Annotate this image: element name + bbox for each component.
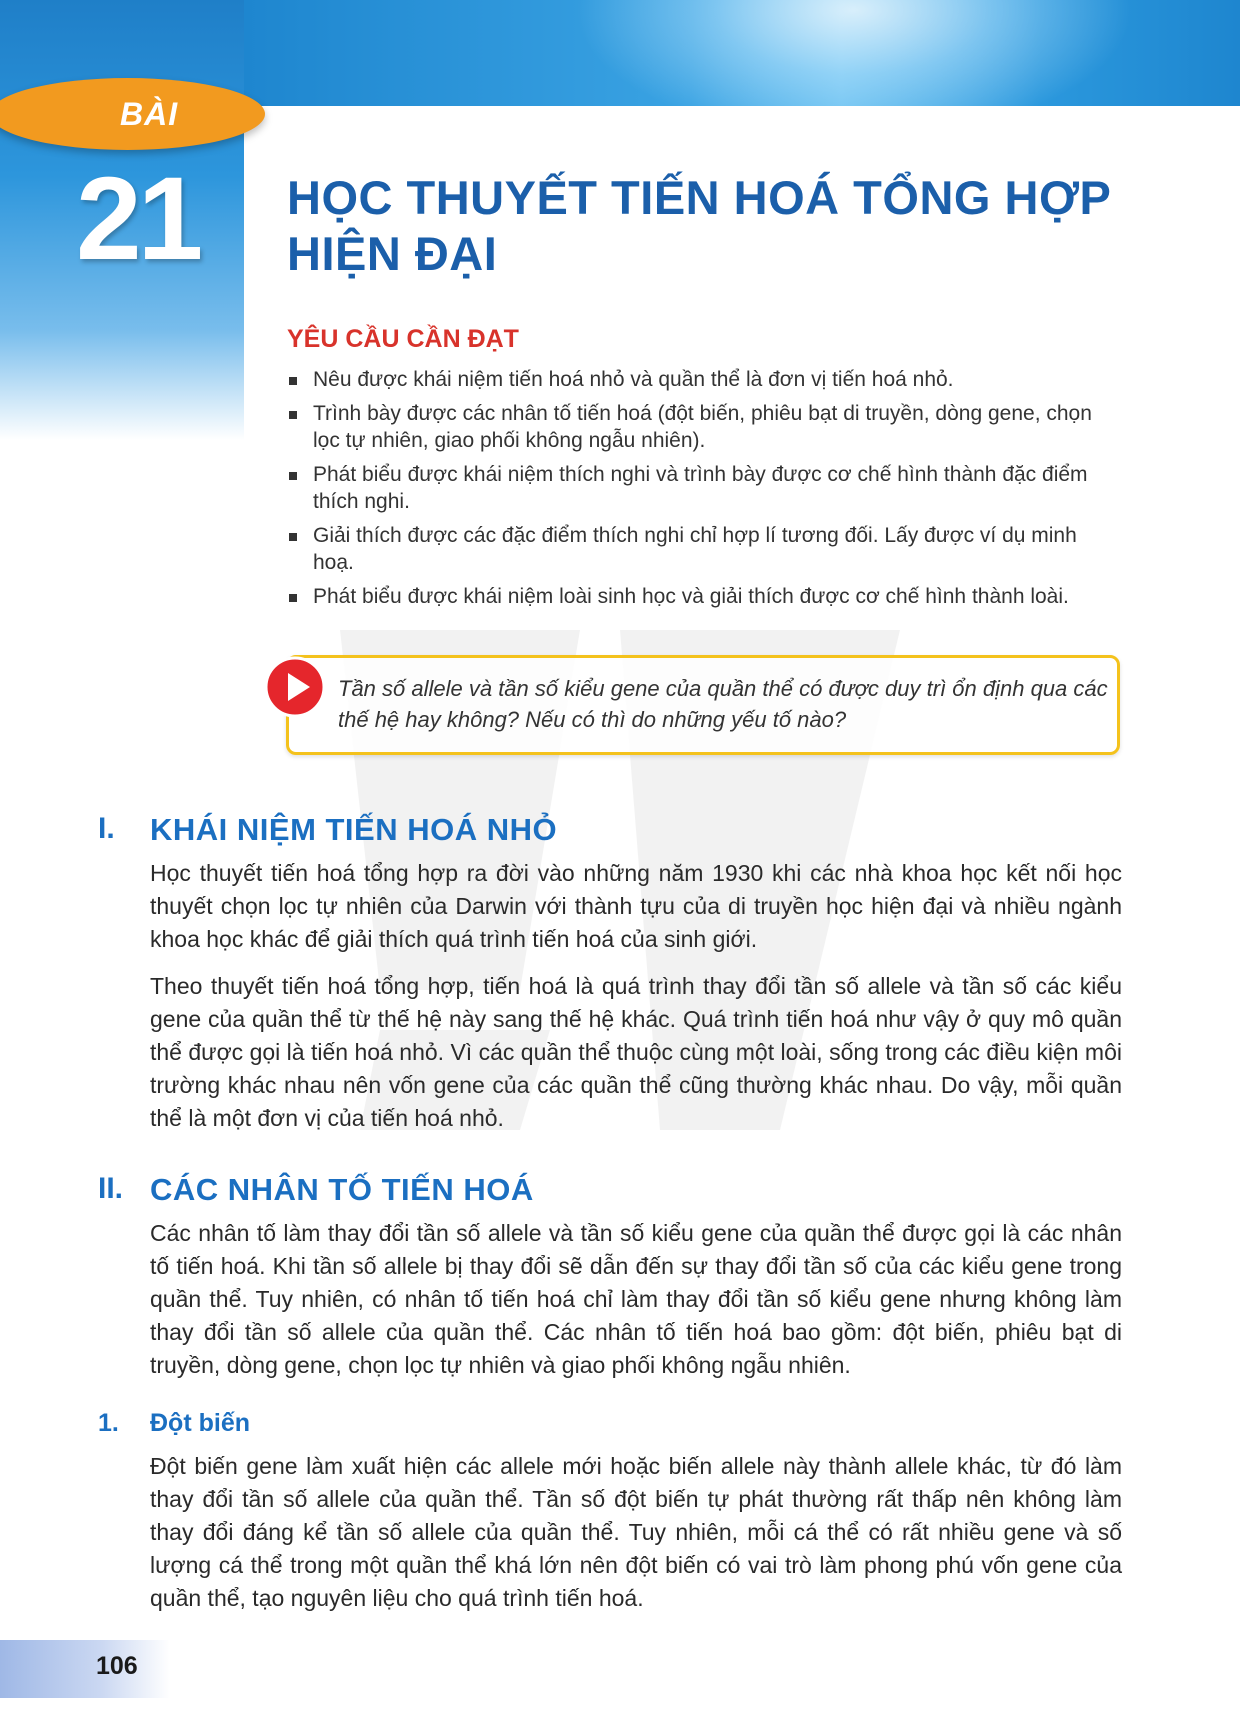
lesson-label: BÀI (120, 96, 179, 132)
page-number: 106 (96, 1652, 138, 1680)
requirement-item: Trình bày được các nhân tố tiến hoá (đột biến, phiêu bạt di truyền, dòng gene, chọn lọc tự nhiên, giao phối không ngẫu nhiên). (287, 400, 1123, 454)
requirements-list (287, 366, 1123, 617)
section-2-paragraph: Các nhân tố làm thay đổi tần số allele và tần số kiểu gene của quần thể được gọi là các nhân tố tiến hoá. Khi tần số allele bị thay đổi sẽ dẫn đến sự thay đổi tần số của các kiểu gene trong quần thể. Tuy nhiên, có nhân tố tiến hoá chỉ làm thay đổi tần số kiểu gene nhưng không làm thay đổi tần số allele của quần thể. Các nhân tố tiến hoá bao gồm: đột biến, phiêu bạt di truyền, dòng gene, chọn lọc tự nhiên và giao phối không ngẫu nhiên. (150, 1220, 1122, 1378)
subsection-1-paragraph: Đột biến gene làm xuất hiện các allele mới hoặc biến allele này thành allele khác, từ đó làm thay đổi tần số allele của quần thể. Tần số đột biến tự phát thường rất thấp nên không làm thay đổi đáng kể tần số allele của quần thể. Tuy nhiên, mỗi cá thể có rất nhiều gene và số lượng cá thể trong một quần thể khá lớn nên đột biến có vai trò làm phong phú vốn gene của quần thể, tạo nguyên liệu cho quá trình tiến hoá. (150, 1453, 1122, 1611)
lesson-title-line2: HIỆN ĐẠI (287, 227, 498, 280)
section-2-number: II. (98, 1172, 124, 1205)
requirement-item: Phát biểu được khái niệm thích nghi và trình bày được cơ chế hình thành đặc điểm thích nghi. (287, 461, 1123, 515)
section-1-paragraph-2: Theo thuyết tiến hoá tổng hợp, tiến hoá là quá trình thay đổi tần số allele và tần số các kiểu gene của quần thể từ thế hệ này sang thế hệ khác. Quá trình tiến hoá như vậy ở quy mô quần thể được gọi là tiến hoá nhỏ. Vì các quần thể thuộc cùng một loài, sống trong các điều kiện môi trường khác nhau nên vốn gene của các quần thể cũng thường khác nhau. Do vậy, mỗi quần thể là một đơn vị của tiến hoá nhỏ. (150, 973, 1122, 1131)
requirement-item: Nêu được khái niệm tiến hoá nhỏ và quần thể là đơn vị tiến hoá nhỏ. (287, 366, 1123, 393)
header-glow (574, 0, 1134, 106)
footer-bar (0, 1640, 170, 1698)
lesson-number: 21 (76, 153, 200, 285)
section-1-title: KHÁI NIỆM TIẾN HOÁ NHỎ (150, 812, 558, 847)
play-icon (264, 656, 326, 718)
section-1-paragraph-1: Học thuyết tiến hoá tổng hợp ra đời vào những năm 1930 khi các nhà khoa học kết nối học thuyết chọn lọc tự nhiên của Darwin với thành tựu của di truyền học hiện đại và nhiều ngành khoa học khác để giải thích quá trình tiến hoá của sinh giới. (150, 860, 1122, 952)
requirement-item: Giải thích được các đặc điểm thích nghi chỉ hợp lí tương đối. Lấy được ví dụ minh hoạ. (287, 522, 1123, 576)
requirement-item: Phát biểu được khái niệm loài sinh học và giải thích được cơ chế hình thành loài. (287, 583, 1123, 610)
header-band-top (244, 0, 1240, 106)
section-2-title: CÁC NHÂN TỐ TIẾN HOÁ (150, 1172, 534, 1207)
subsection-1-number: 1. (98, 1409, 119, 1437)
lesson-title (287, 170, 1167, 282)
question-text: Tần số allele và tần số kiểu gene của quần thể có được duy trì ổn định qua các thế hệ hay không? Nếu có thì do những yếu tố nào? (338, 676, 1108, 732)
section-1-number: I. (98, 812, 115, 845)
lesson-title-line1: HỌC THUYẾT TIẾN HOÁ TỔNG HỢP (287, 171, 1112, 224)
requirements-heading: YÊU CẦU CẦN ĐẠT (287, 325, 519, 353)
subsection-1-title: Đột biến (150, 1409, 250, 1437)
